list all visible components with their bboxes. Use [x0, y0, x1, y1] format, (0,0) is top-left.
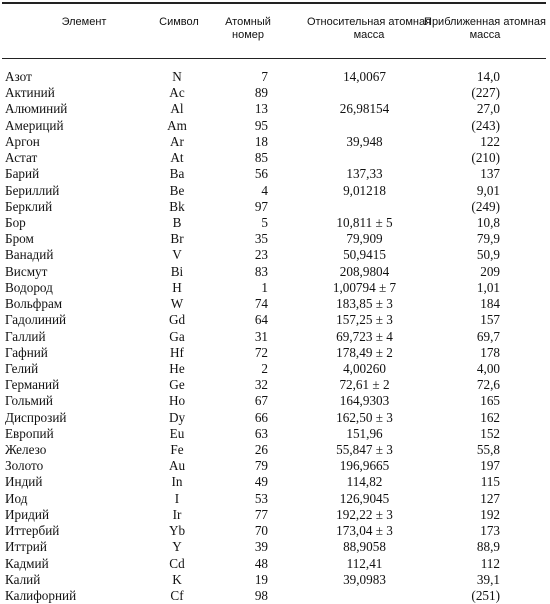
table-row — [2, 296, 546, 312]
header-atomic-number: Атомный номер — [225, 16, 271, 41]
cell-relative-mass: 1,00794 ± 7 — [332, 279, 397, 295]
cell-approx-mass: (210) — [471, 150, 500, 166]
table-row — [2, 539, 546, 555]
cell-relative-mass: 39,0983 — [343, 571, 386, 587]
cell-relative-mass: 79,909 — [346, 231, 383, 247]
cell-approx-mass: (249) — [471, 198, 500, 214]
header-symbol: Символ — [159, 16, 199, 28]
cell-relative-mass: 137,33 — [346, 166, 383, 182]
cell-atomic-number: 7 — [261, 69, 268, 84]
cell-element: Гольмий — [5, 393, 53, 409]
cell-symbol: Am — [167, 117, 187, 133]
top-rule — [2, 2, 546, 4]
header-element: Элемент — [61, 16, 107, 28]
table-row — [2, 588, 546, 604]
cell-relative-mass: 55,847 ± 3 — [336, 442, 393, 458]
cell-symbol: Bi — [170, 263, 184, 279]
cell-relative-mass: 192,22 ± 3 — [336, 506, 393, 522]
cell-approx-mass: 9,01 — [476, 182, 500, 198]
cell-symbol: K — [172, 571, 182, 587]
header-relative-mass: Относительная атомная масса — [306, 16, 432, 41]
cell-atomic-number: 1 — [261, 279, 268, 295]
table-row — [2, 215, 546, 231]
table-row — [2, 426, 546, 442]
cell-atomic-number: 5 — [261, 214, 268, 230]
header-approx-mass: Приближенная атомная масса — [424, 16, 546, 41]
cell-relative-mass: 151,96 — [346, 425, 383, 441]
cell-element: Калий — [5, 571, 41, 587]
cell-symbol: Ac — [169, 85, 185, 101]
cell-relative-mass: 72,61 ± 2 — [339, 377, 390, 393]
cell-approx-mass: 69,7 — [476, 328, 500, 344]
cell-atomic-number: 77 — [254, 506, 268, 522]
cell-approx-mass: 173 — [480, 523, 500, 539]
cell-element: Ванадий — [5, 247, 54, 263]
cell-approx-mass: 157 — [480, 312, 500, 328]
cell-element: Вольфрам — [5, 296, 63, 312]
cell-approx-mass: (243) — [471, 117, 500, 133]
table-row — [2, 150, 546, 166]
cell-atomic-number: 97 — [254, 198, 268, 214]
cell-relative-mass: 4,00260 — [343, 360, 386, 376]
cell-approx-mass: 122 — [480, 133, 500, 149]
cell-symbol: Dy — [168, 409, 186, 425]
cell-atomic-number: 2 — [261, 360, 268, 376]
cell-symbol: Br — [170, 231, 184, 247]
cell-symbol: W — [170, 296, 184, 312]
cell-approx-mass: 127 — [480, 490, 500, 506]
cell-approx-mass: 55,8 — [476, 442, 500, 458]
cell-atomic-number: 19 — [254, 571, 268, 587]
cell-relative-mass: 26,98154 — [339, 101, 390, 117]
cell-approx-mass: 209 — [480, 263, 500, 279]
table-row — [2, 361, 546, 377]
cell-atomic-number: 63 — [254, 425, 268, 441]
cell-element: Иридий — [5, 506, 49, 522]
table-row — [2, 377, 546, 393]
cell-element: Индий — [5, 474, 43, 490]
cell-element: Актиний — [5, 85, 55, 101]
cell-approx-mass: 39,1 — [476, 571, 500, 587]
table-body — [2, 69, 546, 604]
cell-element: Европий — [5, 425, 54, 441]
cell-symbol: V — [172, 247, 182, 263]
cell-symbol: Ga — [169, 328, 185, 344]
cell-atomic-number: 72 — [254, 344, 268, 360]
cell-symbol: In — [171, 474, 183, 490]
cell-symbol: Cf — [170, 588, 184, 603]
table-row — [2, 393, 546, 409]
cell-element: Галлий — [5, 328, 46, 344]
cell-approx-mass: 162 — [480, 409, 500, 425]
cell-symbol: Au — [168, 458, 186, 474]
cell-approx-mass: 10,8 — [476, 214, 500, 230]
cell-symbol: Y — [172, 539, 182, 555]
cell-atomic-number: 18 — [254, 133, 268, 149]
cell-symbol: Eu — [169, 425, 185, 441]
cell-symbol: Hf — [170, 344, 184, 360]
cell-element: Астат — [5, 150, 38, 166]
cell-relative-mass: 162,50 ± 3 — [336, 409, 393, 425]
cell-relative-mass: 69,723 ± 4 — [336, 328, 393, 344]
cell-atomic-number: 74 — [254, 296, 268, 312]
cell-symbol: N — [172, 69, 182, 84]
cell-approx-mass: 14,0 — [476, 69, 500, 84]
table-row — [2, 491, 546, 507]
cell-atomic-number: 13 — [254, 101, 268, 117]
cell-approx-mass: 165 — [480, 393, 500, 409]
cell-element: Диспрозий — [5, 409, 67, 425]
table-row — [2, 312, 546, 328]
cell-approx-mass: 72,6 — [476, 377, 500, 393]
cell-approx-mass: 152 — [480, 425, 500, 441]
cell-relative-mass: 14,0067 — [343, 69, 386, 84]
cell-relative-mass: 196,9665 — [339, 458, 390, 474]
table-row — [2, 183, 546, 199]
cell-symbol: Al — [170, 101, 184, 117]
cell-atomic-number: 53 — [254, 490, 268, 506]
cell-element: Гадолиний — [5, 312, 67, 328]
cell-element: Водород — [5, 279, 53, 295]
cell-relative-mass: 114,82 — [346, 474, 383, 490]
cell-approx-mass: 88,9 — [476, 539, 500, 555]
table-row — [2, 474, 546, 490]
cell-symbol: He — [169, 360, 185, 376]
cell-relative-mass: 164,9303 — [339, 393, 390, 409]
cell-atomic-number: 83 — [254, 263, 268, 279]
cell-atomic-number: 31 — [254, 328, 268, 344]
cell-atomic-number: 39 — [254, 539, 268, 555]
cell-element: Барий — [5, 166, 40, 182]
table-row — [2, 69, 546, 85]
cell-approx-mass: 115 — [480, 474, 500, 490]
cell-symbol: Ge — [169, 377, 185, 393]
table-row — [2, 85, 546, 101]
cell-atomic-number: 64 — [254, 312, 268, 328]
cell-approx-mass: 197 — [480, 458, 500, 474]
cell-atomic-number: 4 — [261, 182, 268, 198]
cell-element: Золото — [5, 458, 44, 474]
cell-approx-mass: 79,9 — [476, 231, 500, 247]
cell-relative-mass: 178,49 ± 2 — [336, 344, 393, 360]
cell-atomic-number: 95 — [254, 117, 268, 133]
cell-relative-mass: 112,41 — [346, 555, 383, 571]
cell-approx-mass: 4,00 — [476, 360, 500, 376]
cell-relative-mass: 157,25 ± 3 — [336, 312, 393, 328]
cell-element: Висмут — [5, 263, 48, 279]
cell-element: Америций — [5, 117, 64, 133]
table-row — [2, 247, 546, 263]
cell-symbol: H — [172, 279, 182, 295]
cell-element: Германий — [5, 377, 60, 393]
cell-symbol: Bk — [169, 198, 185, 214]
cell-element: Иттрий — [5, 539, 47, 555]
cell-atomic-number: 67 — [254, 393, 268, 409]
table-row — [2, 523, 546, 539]
cell-symbol: Ar — [170, 133, 184, 149]
cell-atomic-number: 85 — [254, 150, 268, 166]
header-rule — [2, 58, 546, 59]
cell-atomic-number: 66 — [254, 409, 268, 425]
cell-approx-mass: 1,01 — [476, 279, 500, 295]
table-header — [2, 5, 546, 60]
cell-atomic-number: 23 — [254, 247, 268, 263]
cell-atomic-number: 32 — [254, 377, 268, 393]
cell-approx-mass: 50,9 — [476, 247, 500, 263]
cell-atomic-number: 49 — [254, 474, 268, 490]
cell-atomic-number: 56 — [254, 166, 268, 182]
cell-element: Иттербий — [5, 523, 60, 539]
table-row — [2, 410, 546, 426]
cell-element: Гафний — [5, 344, 48, 360]
cell-element: Калифорний — [5, 588, 77, 603]
cell-approx-mass: 137 — [480, 166, 500, 182]
cell-atomic-number: 89 — [254, 85, 268, 101]
cell-element: Аргон — [5, 133, 40, 149]
cell-approx-mass: 184 — [480, 296, 500, 312]
cell-element: Алюминий — [5, 101, 68, 117]
cell-relative-mass: 39,948 — [346, 133, 383, 149]
cell-relative-mass: 9,01218 — [343, 182, 386, 198]
table-row — [2, 134, 546, 150]
cell-atomic-number: 35 — [254, 231, 268, 247]
cell-approx-mass: (227) — [471, 85, 500, 101]
table-row — [2, 572, 546, 588]
cell-atomic-number: 48 — [254, 555, 268, 571]
table-row — [2, 118, 546, 134]
cell-relative-mass: 88,9058 — [343, 539, 386, 555]
cell-relative-mass: 183,85 ± 3 — [336, 296, 393, 312]
table-row — [2, 231, 546, 247]
cell-element: Бор — [5, 214, 26, 230]
cell-symbol: Be — [169, 182, 185, 198]
cell-symbol: Gd — [168, 312, 186, 328]
cell-approx-mass: 192 — [480, 506, 500, 522]
cell-atomic-number: 70 — [254, 523, 268, 539]
table-row — [2, 458, 546, 474]
table-row — [2, 101, 546, 117]
cell-symbol: Ho — [168, 393, 186, 409]
cell-element: Берклий — [5, 198, 53, 214]
cell-element: Иод — [5, 490, 28, 506]
cell-approx-mass: 112 — [480, 555, 500, 571]
table-row — [2, 442, 546, 458]
cell-relative-mass: 208,9804 — [339, 263, 390, 279]
cell-atomic-number: 98 — [254, 588, 268, 603]
cell-relative-mass: 50,9415 — [343, 247, 386, 263]
table-row — [2, 556, 546, 572]
table-row — [2, 199, 546, 215]
cell-element: Гелий — [5, 360, 39, 376]
cell-symbol: B — [172, 214, 182, 230]
cell-atomic-number: 79 — [254, 458, 268, 474]
cell-approx-mass: 27,0 — [476, 101, 500, 117]
cell-symbol: Fe — [170, 442, 184, 458]
table-row — [2, 264, 546, 280]
table-row — [2, 166, 546, 182]
cell-element: Бериллий — [5, 182, 60, 198]
cell-relative-mass: 126,9045 — [339, 490, 390, 506]
table-row — [2, 345, 546, 361]
table-row — [2, 507, 546, 523]
cell-symbol: I — [174, 490, 180, 506]
cell-symbol: Ir — [172, 506, 182, 522]
cell-relative-mass: 10,811 ± 5 — [336, 214, 393, 230]
table-row — [2, 280, 546, 296]
cell-relative-mass: 173,04 ± 3 — [336, 523, 393, 539]
cell-atomic-number: 26 — [254, 442, 268, 458]
cell-symbol: Cd — [169, 555, 185, 571]
cell-element: Железо — [5, 442, 47, 458]
cell-element: Бром — [5, 231, 34, 247]
cell-element: Азот — [5, 69, 32, 84]
cell-symbol: Yb — [168, 523, 186, 539]
cell-approx-mass: (251) — [471, 588, 500, 603]
cell-element: Кадмий — [5, 555, 49, 571]
cell-approx-mass: 178 — [480, 344, 500, 360]
cell-symbol: Ba — [169, 166, 185, 182]
table-row — [2, 329, 546, 345]
cell-symbol: At — [170, 150, 184, 166]
